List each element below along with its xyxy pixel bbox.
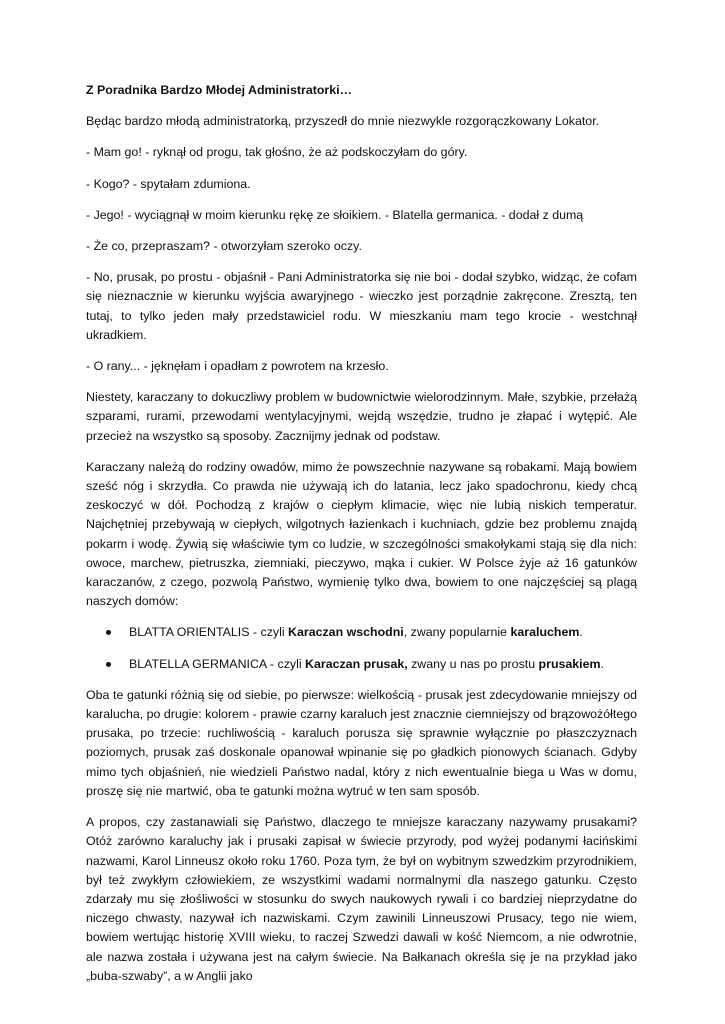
list-item xyxy=(86,655,637,674)
paragraph: Karaczany należą do rodziny owadów, mimo że powszechnie nazywane są robakami. Mają bowiem sześć nóg i skrzydła. Co prawda nie używają ich do latania, lecz jako spadochronu, kiedy chcą zeskoczyć w dół. Pochodzą z krajów o ciepłym klimacie, więc nie lubią niskich temperatur. Najchętniej przebywają w ciepłych, wilgotnych łazienkach i kuchniach, gdzie bez problemu znajdą pokarm i wodę. Żywią się właściwie tym co ludzie, w szczególności smakołykami stają się dla nich: owoce, marchew, pietruszka, ziemniaki, pieczywo, mąka i cukier. W Polsce żyje aż 16 gatunków karaczanów, z czego, pozwolą Państwo, wymienię tylko dwa, bowiem to one najczęściej są plagą naszych domów: xyxy=(86,459,637,609)
paragraph: - O rany... - jęknęłam i opadłam z powrotem na krzesło. xyxy=(86,359,389,374)
paragraph: Będąc bardzo młodą administratorką, przyszedł do mnie niezwykle rozgorączkowany Lokator. xyxy=(86,114,600,129)
paragraph: A propos, czy zastanawiali się Państwo, dlaczego te mniejsze karaczany nazywamy prusakami? Otóż zarówno karaluchy jak i prusaki zapisał w świecie przyrody, pod wyżej podanymi łacińskimi nazwami, Karol Linneusz około roku 1760. Poza tym, że był on wybitnym szwedzkim przyrodnikiem, był też zwykłym człowiekiem, ze wszystkimi wadami normalnymi dla naszego gatunku. Często zdarzały mu się złośliwości w stosunku do swych naukowych rywali i co bardziej nieprzydatne do niczego chwasty, nazywał ich nazwiskami. Czym zawinili Linneuszowi Prusacy, tego nie wiem, bowiem wertując historię XVIII wieku, to raczej Szwedzi dawali w kość Niemcom, a nie odwrotnie, ale nazwa została i używana jest na całym świecie. Na Bałkanach określa się je na przykład jako „buba-szwaby”, a w Anglii jako xyxy=(86,815,637,983)
list-item-text: zwany u nas po prostu xyxy=(407,656,539,671)
list-item xyxy=(86,623,637,642)
list-item-bold: karaluchem xyxy=(510,625,580,640)
paragraph: - Mam go! - ryknął od progu, tak głośno, że aż podskoczyłam do góry. xyxy=(86,145,468,160)
list-item-text: , zwany popularnie xyxy=(403,625,511,640)
list-item-text: BLATELLA GERMANICA - czyli xyxy=(129,656,306,671)
document-title: Z Poradnika Bardzo Młodej Administratorki… xyxy=(86,83,352,97)
paragraph: Oba te gatunki różnią się od siebie, po pierwsze: wielkością - prusak jest zdecydowanie mniejszy od karalucha, po drugie: kolorem - prawie czarny karaluch jest znacznie ciemniejszy od brązowożółtego prusaka, po trzecie: ruchliwością - karaluch porusza się sprawnie wyłącznie po płaszczyznach poziomych, prusak zaś doskonale opanował wpinanie się po gładkich pionowych ścianach. Gdyby mimo tych objaśnień, nie wiedzieli Państwo nadal, który z nich ewentualnie biega u Was w domu, proszę się nie martwić, oba te gatunki można wytruć w ten sam sposób. xyxy=(86,687,637,798)
paragraph: Niestety, karaczany to dokuczliwy problem w budownictwie wielorodzinnym. Małe, szybkie, przełażą szparami, rurami, przewodami wentylacyjnymi, wejdą wszędzie, trudno je złapać i wytępić. Ale przecież na wszystko są sposoby. Zacznijmy jednak od podstaw. xyxy=(86,390,637,443)
paragraph: - Jego! - wyciągnął w moim kierunku rękę ze słoikiem. - Blatella germanica. - dodał z dumą xyxy=(86,207,584,222)
paragraph: - Kogo? - spytałam zdumiona. xyxy=(86,176,251,191)
list-item-text: BLATTA ORIENTALIS - czyli xyxy=(129,625,289,640)
list-item-bold: prusakiem xyxy=(538,656,601,671)
bullet-icon xyxy=(106,630,111,635)
list-item-bold: Karaczan wschodni xyxy=(288,625,404,640)
list-item-text: . xyxy=(600,656,604,671)
list-item-bold: Karaczan prusak, xyxy=(305,656,408,671)
paragraph: - No, prusak, po prostu - objaśnił - Pani Administratorka się nie boi - dodał szybko, widząc, że cofam się nieznacznie w kierunku wyjścia awaryjnego - wieczko jest porządnie zakręcone. Zresztą, ten tutaj, to tylko jeden mały przedstawiciel rodu. W mieszkaniu mam tego krocie - westchnął ukradkiem. xyxy=(86,270,637,342)
paragraph: - Że co, przepraszam? - otworzyłam szeroko oczy. xyxy=(86,239,362,254)
species-list xyxy=(86,623,637,673)
bullet-icon xyxy=(106,662,111,667)
list-item-text: . xyxy=(579,625,583,640)
